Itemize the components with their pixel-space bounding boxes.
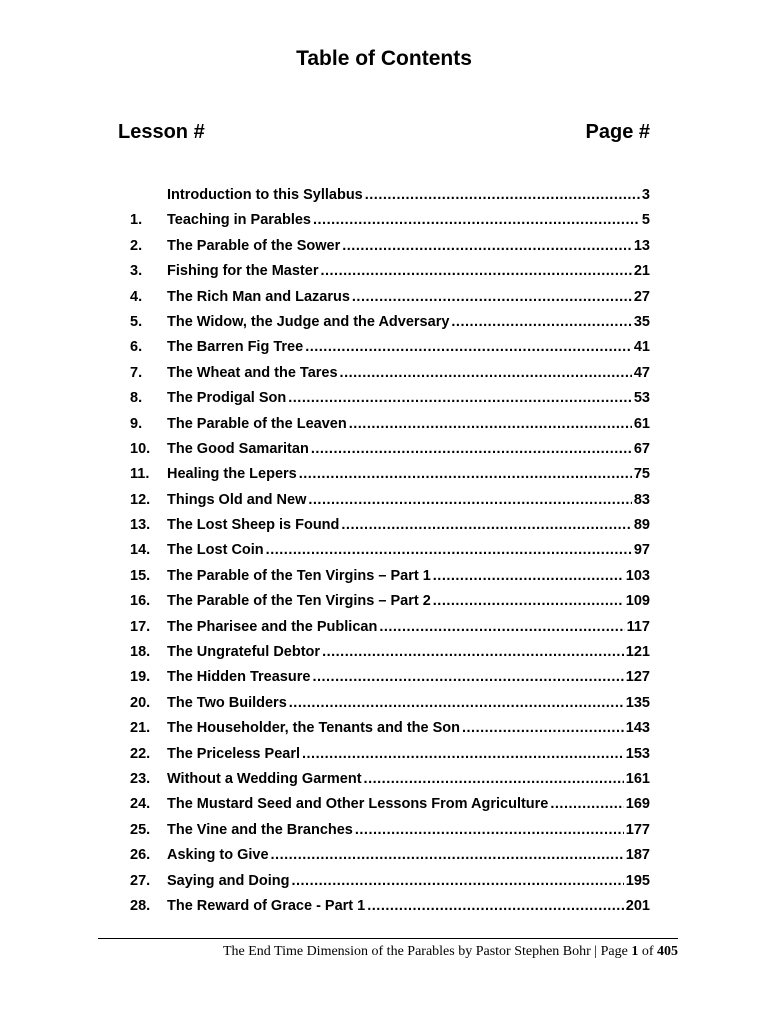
lesson-page-number: 5 <box>641 212 650 229</box>
toc-entry[interactable] <box>130 847 650 872</box>
toc-entry[interactable] <box>130 898 650 923</box>
footer-text: The End Time Dimension of the Parables by Pastor Stephen Bohr | Page <box>222 944 632 959</box>
lesson-page-number: 161 <box>625 770 650 787</box>
lesson-title: The Mustard Seed and Other Lessons From Agriculture <box>167 796 549 813</box>
lesson-number: 24. <box>130 796 151 813</box>
lesson-page-number: 103 <box>625 567 650 584</box>
footer-of: of <box>638 944 657 959</box>
lesson-number: 26. <box>130 847 151 864</box>
toc-entry[interactable] <box>130 314 650 339</box>
lesson-title: Healing the Lepers <box>167 466 297 483</box>
lesson-number: 27. <box>130 872 151 889</box>
lesson-page-number: 83 <box>633 491 650 508</box>
lesson-title: Without a Wedding Garment <box>167 770 362 787</box>
lesson-title: The Barren Fig Tree <box>167 339 304 356</box>
lesson-title: The Parable of the Ten Virgins – Part 2 <box>167 593 431 610</box>
lesson-page-number: 195 <box>625 872 650 889</box>
lesson-page-number: 121 <box>625 644 650 661</box>
dot-leader <box>311 441 632 457</box>
lesson-number: 13. <box>130 517 151 534</box>
toc-entry[interactable] <box>130 593 650 618</box>
toc-entry[interactable] <box>130 822 650 847</box>
lesson-number: 11. <box>130 466 150 483</box>
lesson-page-number: 53 <box>633 390 650 407</box>
dot-leader <box>289 695 624 711</box>
toc-entry[interactable] <box>130 771 650 796</box>
lesson-number: 4. <box>130 288 143 305</box>
lesson-title: The Priceless Pearl <box>167 745 300 762</box>
lesson-number: 18. <box>130 644 151 661</box>
lesson-number: 23. <box>130 770 151 787</box>
toc-entry[interactable] <box>130 644 650 669</box>
lesson-number: 28. <box>130 897 151 914</box>
lesson-page-number: 21 <box>633 263 650 280</box>
lesson-title: The Hidden Treasure <box>167 669 311 686</box>
lesson-page-number: 41 <box>633 339 650 356</box>
lesson-number: 25. <box>130 821 151 838</box>
dot-leader <box>288 390 632 406</box>
lesson-title: Introduction to this Syllabus <box>167 187 363 203</box>
footer-page-number: 1 <box>631 944 639 959</box>
toc-entry[interactable] <box>130 492 650 517</box>
lesson-page-number: 169 <box>625 796 650 813</box>
lesson-number: 20. <box>130 694 151 711</box>
lesson-number: 17. <box>130 618 151 635</box>
lesson-page-number: 35 <box>633 313 650 330</box>
dot-leader <box>271 847 624 863</box>
lesson-page-number: 109 <box>625 593 650 610</box>
lesson-page-number: 67 <box>633 440 650 457</box>
lesson-title: The Widow, the Judge and the Adversary <box>167 313 450 330</box>
lesson-title: The Reward of Grace - Part 1 <box>167 897 366 914</box>
lesson-page-number: 153 <box>625 745 650 762</box>
dot-leader <box>266 542 632 558</box>
lesson-number: 7. <box>130 364 143 381</box>
dot-leader <box>342 238 632 254</box>
dot-leader <box>550 796 623 812</box>
lesson-title: The Parable of the Sower <box>167 237 341 254</box>
lesson-title: The Ungrateful Debtor <box>167 644 321 661</box>
dot-leader <box>340 365 632 381</box>
lesson-title: The Parable of the Ten Virgins – Part 1 <box>167 567 431 584</box>
lesson-title: The Vine and the Branches <box>167 821 353 838</box>
lesson-title: Things Old and New <box>167 491 307 508</box>
lesson-title: The Prodigal Son <box>167 390 287 407</box>
lesson-title: The Householder, the Tenants and the Son <box>167 720 460 737</box>
dot-leader <box>355 822 624 838</box>
lesson-number: 5. <box>130 313 143 330</box>
toc-entry[interactable] <box>130 796 650 821</box>
toc-entry[interactable] <box>130 746 650 771</box>
toc-entry[interactable] <box>130 720 650 745</box>
lesson-title: The Wheat and the Tares <box>167 364 338 381</box>
lesson-title: The Lost Sheep is Found <box>167 517 340 534</box>
lesson-number: 2. <box>130 237 143 254</box>
lesson-number: 21. <box>130 720 151 737</box>
lesson-page-number: 187 <box>625 847 650 864</box>
lesson-title: The Parable of the Leaven <box>167 415 347 432</box>
lesson-title: The Rich Man and Lazarus <box>167 288 350 305</box>
dot-leader <box>349 416 632 432</box>
lesson-page-number: 47 <box>633 364 650 381</box>
toc-entry[interactable] <box>130 568 650 593</box>
toc-entry[interactable] <box>130 669 650 694</box>
dot-leader <box>379 619 624 635</box>
lesson-page-number: 117 <box>626 618 650 635</box>
dot-leader <box>451 314 631 330</box>
toc-entry[interactable] <box>130 390 650 415</box>
toc-entry[interactable] <box>130 263 650 288</box>
dot-leader <box>367 898 624 914</box>
footer-divider <box>98 938 678 939</box>
dot-leader <box>312 669 623 685</box>
lesson-number: 6. <box>130 339 143 356</box>
dot-leader <box>352 289 632 305</box>
toc-entry[interactable] <box>130 212 650 237</box>
dot-leader <box>365 187 640 203</box>
dot-leader <box>341 517 631 533</box>
toc-entry[interactable] <box>130 466 650 491</box>
lesson-page-number: 97 <box>633 542 650 559</box>
lesson-title: Teaching in Parables <box>167 212 311 229</box>
lesson-column-header: Lesson # <box>118 121 205 143</box>
lesson-title: Saying and Doing <box>167 872 290 889</box>
dot-leader <box>291 873 623 889</box>
page-title: Table of Contents <box>296 47 472 70</box>
toc-entry[interactable] <box>130 695 650 720</box>
lesson-number: 9. <box>130 415 143 432</box>
dot-leader <box>299 466 632 482</box>
lesson-number: 8. <box>130 390 143 407</box>
dot-leader <box>433 568 624 584</box>
dot-leader <box>320 263 631 279</box>
toc-entry[interactable] <box>130 289 650 314</box>
lesson-page-number: 201 <box>625 897 650 914</box>
lesson-number: 12. <box>130 491 151 508</box>
toc-entry[interactable] <box>130 238 650 263</box>
dot-leader <box>322 644 624 660</box>
lesson-title: The Lost Coin <box>167 542 264 559</box>
toc-entry[interactable] <box>130 441 650 466</box>
dot-leader <box>433 593 624 609</box>
lesson-number: 10. <box>130 440 151 457</box>
toc-entry[interactable] <box>130 517 650 542</box>
lesson-number: 22. <box>130 745 151 762</box>
lesson-number: 15. <box>130 567 151 584</box>
lesson-page-number: 89 <box>633 517 650 534</box>
toc-entry[interactable] <box>130 339 650 364</box>
toc-entry[interactable] <box>130 542 650 567</box>
lesson-page-number: 61 <box>633 415 650 432</box>
dot-leader <box>305 339 632 355</box>
lesson-page-number: 135 <box>625 694 650 711</box>
lesson-title: The Two Builders <box>167 694 287 711</box>
lesson-number: 19. <box>130 669 151 686</box>
toc-entry[interactable] <box>130 187 650 212</box>
lesson-page-number: 27 <box>633 288 650 305</box>
toc-entry[interactable] <box>130 416 650 441</box>
dot-leader <box>364 771 624 787</box>
lesson-number: 16. <box>130 593 151 610</box>
lesson-page-number: 143 <box>625 720 650 737</box>
lesson-page-number: 75 <box>633 466 650 483</box>
lesson-title: Fishing for the Master <box>167 263 319 280</box>
lesson-title: The Good Samaritan <box>167 440 309 457</box>
lesson-page-number: 13 <box>633 237 650 254</box>
toc-entry[interactable] <box>130 365 650 390</box>
lesson-number: 1. <box>130 212 143 229</box>
dot-leader <box>302 746 624 762</box>
lesson-page-number: 3 <box>641 187 650 203</box>
lesson-page-number: 127 <box>625 669 650 686</box>
toc-entry[interactable] <box>130 619 650 644</box>
page-footer <box>223 944 678 960</box>
lesson-number: 14. <box>130 542 151 559</box>
lesson-title: Asking to Give <box>167 847 269 864</box>
dot-leader <box>308 492 631 508</box>
lesson-title: The Pharisee and the Publican <box>167 618 378 635</box>
lesson-page-number: 177 <box>625 821 650 838</box>
toc-entry[interactable] <box>130 873 650 898</box>
dot-leader <box>462 720 624 736</box>
lesson-number: 3. <box>130 263 143 280</box>
footer-total-pages: 405 <box>657 944 678 959</box>
dot-leader <box>313 212 640 228</box>
page-column-header: Page # <box>585 121 650 143</box>
toc-list <box>130 187 650 923</box>
